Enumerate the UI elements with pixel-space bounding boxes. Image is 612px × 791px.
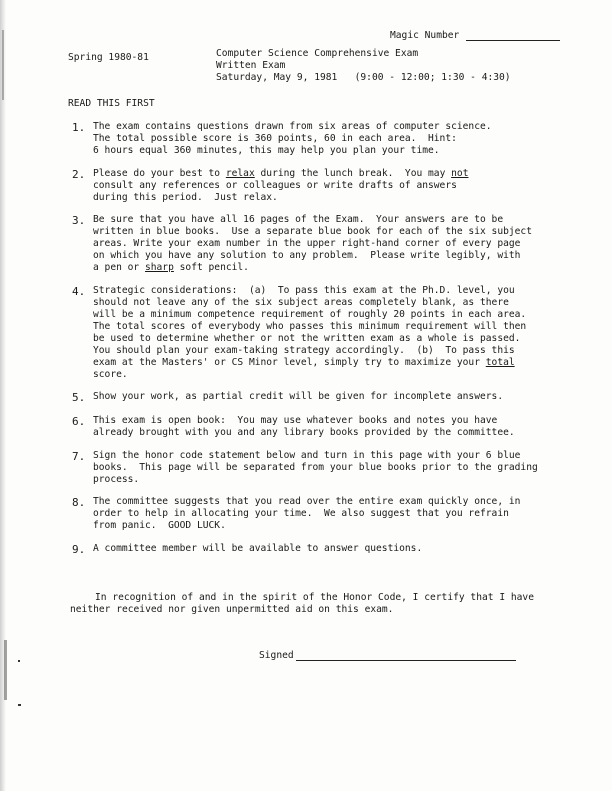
item-number: 5. (72, 391, 86, 404)
item-text: Sign the honor code statement below and turn in this page with your 6 blue (93, 450, 521, 461)
magic-number-blank[interactable] (466, 40, 560, 41)
item-text: Strategic considerations: (a) To pass this exam at the Ph.D. level, you (93, 285, 515, 296)
exam-type: Written Exam (216, 60, 286, 71)
text-run: exam at the Masters' or CS Minor level, simply try to maximize your (93, 357, 486, 368)
item-text: areas. Write your exam number in the upper right-hand corner of every page (93, 238, 521, 249)
item-text: during this period. Just relax. (93, 192, 278, 203)
item-number: 8. (72, 496, 86, 509)
item-text: be used to determine whether or not the written exam as a whole is passed. (93, 333, 521, 344)
item-text: books. This page will be separated from your blue books prior to the grading (93, 462, 538, 473)
item-text (93, 357, 515, 368)
item-number: 2. (72, 168, 86, 181)
signed-label: Signed (259, 650, 294, 661)
text-run: a pen or (93, 262, 145, 273)
text-run: during the lunch break. You may (254, 168, 452, 179)
item-text: A committee member will be available to answer questions. (93, 543, 423, 554)
item-number: 1. (72, 121, 86, 134)
text-run: soft pencil. (173, 262, 249, 273)
item-text: The exam contains questions drawn from six areas of computer science. (93, 121, 492, 132)
item-text: on which you have any solution to any problem. Please write legibly, with (93, 250, 521, 261)
item-text: Be sure that you have all 16 pages of the Exam. Your answers are to be (93, 214, 504, 225)
underlined-text: relax (225, 168, 255, 179)
exam-date: Saturday, May 9, 1981 (9:00 - 12:00; 1:30 - 4:30) (216, 72, 511, 83)
item-number: 7. (72, 450, 86, 463)
item-text: You should plan your exam-taking strategy accordingly. (b) To pass this (93, 345, 515, 356)
text-run: Please do your best to (93, 168, 226, 179)
scan-mark (4, 640, 7, 700)
item-number: 9. (72, 543, 86, 556)
item-text: already brought with you and any library books provided by the committee. (93, 427, 515, 438)
exam-title: Computer Science Comprehensive Exam (216, 48, 419, 59)
item-text: from panic. GOOD LUCK. (93, 520, 226, 531)
item-text: The total possible score is 360 points, 60 in each area. Hint: (93, 133, 457, 144)
scan-dot (18, 660, 20, 662)
scan-mark (2, 30, 4, 100)
item-text: consult any references or colleagues or write drafts of answers (93, 180, 457, 191)
item-text: The total scores of everybody who passes this minimum requirement will then (93, 321, 527, 332)
underlined-text: total (485, 357, 515, 368)
item-text: written in blue books. Use a separate blue book for each of the six subject (93, 226, 532, 237)
signature-blank[interactable] (296, 660, 516, 661)
item-number: 3. (72, 214, 86, 227)
honor-code-statement: In recognition of and in the spirit of the Honor Code, I certify that I have (95, 592, 534, 603)
item-text (93, 262, 249, 273)
item-text: The committee suggests that you read over the entire exam quickly once, in (93, 496, 521, 507)
read-first-heading: READ THIS FIRST (68, 98, 155, 109)
item-number: 6. (72, 415, 86, 428)
underlined-text: not (451, 168, 469, 179)
item-number: 4. (72, 285, 86, 298)
item-text: This exam is open book: You may use whatever books and notes you have (93, 415, 498, 426)
scan-dot (18, 704, 21, 706)
item-text: process. (93, 474, 140, 485)
item-text: 6 hours equal 360 minutes, this may help you plan your time. (93, 145, 440, 156)
magic-number-label: Magic Number (390, 30, 460, 41)
item-text: score. (93, 369, 128, 380)
exam-term: Spring 1980-81 (68, 52, 149, 63)
honor-code-statement: neither received nor given unpermitted aid on this exam. (70, 604, 394, 615)
item-text: will be a minimum competence requirement of roughly 20 points in each area. (93, 309, 527, 320)
underlined-text: sharp (144, 262, 174, 273)
item-text (93, 168, 468, 179)
item-text: Show your work, as partial credit will be given for incomplete answers. (93, 391, 504, 402)
item-text: should not leave any of the six subject areas completely blank, as there (93, 297, 509, 308)
item-text: order to help in allocating your time. We also suggest that you refrain (93, 508, 509, 519)
